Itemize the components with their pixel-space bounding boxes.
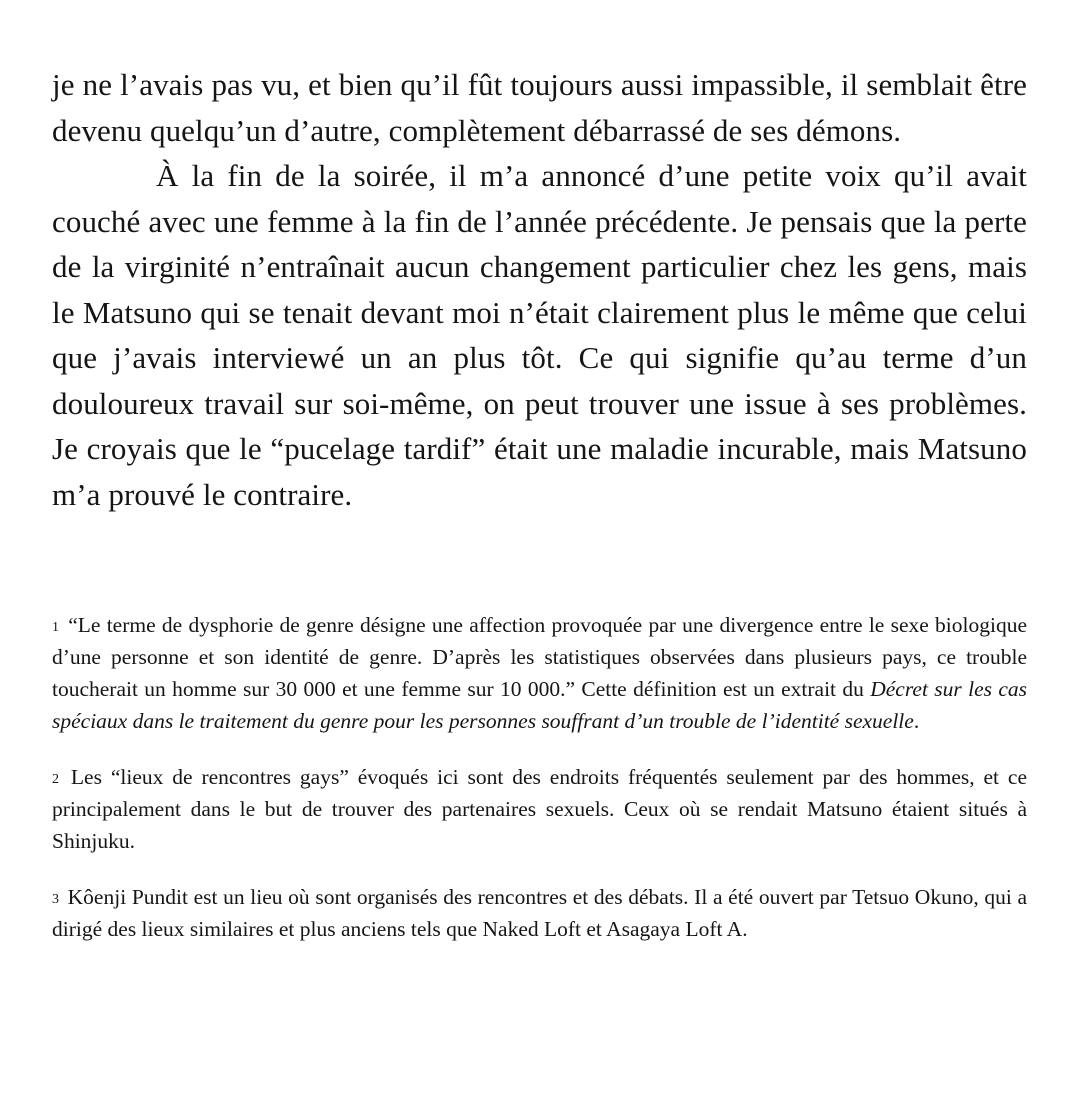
footnote-number: 1 xyxy=(52,620,59,635)
footnote-text: Kôenji Pundit est un lieu où sont organisés des rencontres et des débats. Il a été ouvert par Tetsuo Okuno, qui a dirigé des lieux similaires et plus anciens tels que Naked Loft et Asagaya Loft A. xyxy=(52,885,1028,941)
footnotes xyxy=(52,609,1027,969)
footnote-1 xyxy=(52,609,1027,737)
footnote-text: Les “lieux de rencontres gays” évoqués ici sont des endroits fréquentés seulement par des hommes, et ce principalement dans le but de trouver des partenaires sexuels. Ceux où se rendait Matsuno étaient situés à Shinjuku. xyxy=(52,765,1028,853)
footnote-2 xyxy=(52,761,1027,857)
paragraph-main: À la fin de la soirée, il m’a annoncé d’une petite voix qu’il avait couché avec une femme à la fin de l’année précédente. Je pensais que la perte de la virginité n’entraînait aucun changement particulier chez les gens, mais le Matsuno qui se tenait devant moi n’était clairement plus le même que celui que j’avais interviewé un an plus tôt. Ce qui signifie qu’au terme d’un douloureux travail sur soi-même, on peut trouver une issue à ses problèmes. Je croyais que le “pucelage tardif” était une maladie incurable, mais Matsuno m’a prouvé le contraire. xyxy=(52,158,1027,512)
footnote-3 xyxy=(52,881,1027,945)
footnote-number: 3 xyxy=(52,892,59,907)
footnote-end: . xyxy=(913,709,920,733)
main-text xyxy=(52,62,1027,517)
footnote-text: “Le terme de dysphorie de genre désigne une affection provoquée par une divergence entre le sexe biologique d’une personne et son identité de genre. D’après les statistiques observées dans plusieurs pays, ce trouble toucherait un homme sur 30 000 et une femme sur 10 000.” Cette définition est un extrait du xyxy=(52,613,1027,701)
footnote-title: Décret sur les cas spéciaux dans le traitement du genre pour les personnes souffrant d’un trouble de l’identité sexuelle xyxy=(52,677,1028,733)
footnote-number: 2 xyxy=(52,772,59,787)
paragraph-continuation: je ne l’avais pas vu, et bien qu’il fût toujours aussi impassible, il semblait être devenu quelqu’un d’autre, complètement débarrassé de ses démons. xyxy=(52,67,1027,148)
